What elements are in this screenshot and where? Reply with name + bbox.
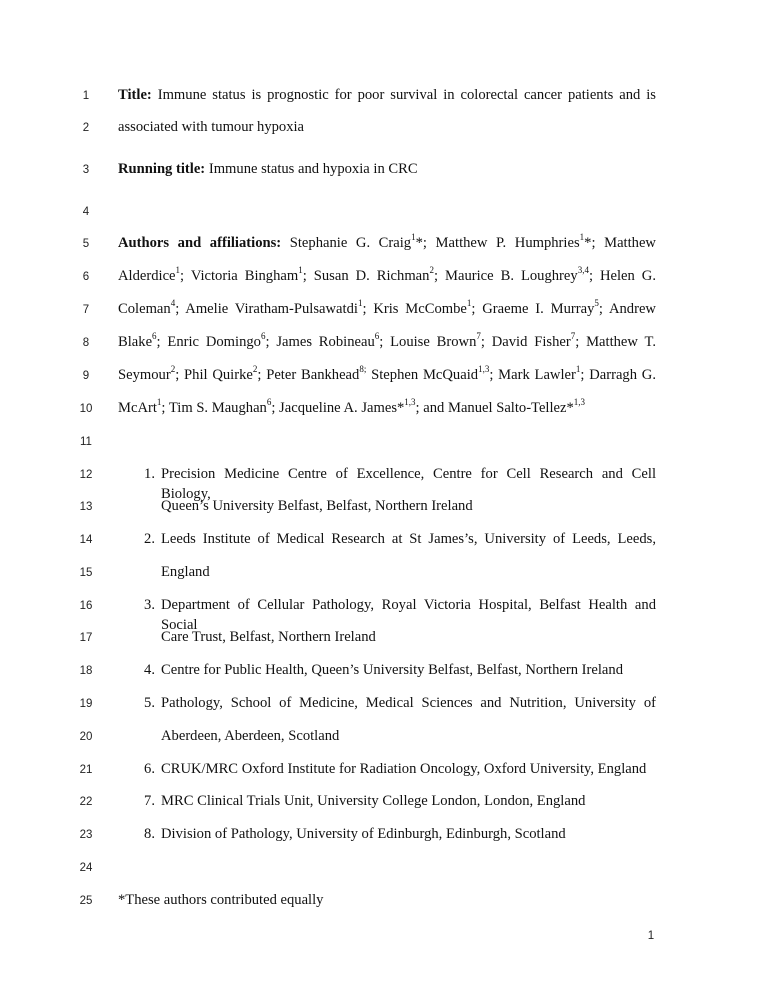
footnote: *These authors contributed equally (118, 892, 324, 908)
affiliation-number: 6. (144, 761, 155, 777)
line-number: 15 (79, 567, 93, 579)
line-number: 21 (79, 764, 93, 776)
line-number: 19 (79, 698, 93, 710)
line-number: 1 (82, 90, 90, 102)
authors-line: Coleman$^4$; Amelie Viratham-Pulsawatdi$^1$; Kris McCombe$^1$; Graeme I. Murray$^5$; Andrew (118, 298, 656, 317)
line-number: 5 (82, 238, 90, 250)
authors-line: Alderdice$^1$; Victoria Bingham$^1$; Susan D. Richman$^2$; Maurice B. Loughrey$^{3,4}$; Helen G. (118, 265, 656, 284)
running-title (118, 159, 656, 179)
line-number: 16 (79, 600, 93, 612)
authors-line: Authors and affiliations: Stephanie G. Craig$^1$*; Matthew P. Humphries$^1$*; Matthew (118, 232, 656, 251)
affiliation-text: Centre for Public Health, Queen’s University Belfast, Belfast, Northern Ireland (161, 662, 624, 678)
affiliation-text: Care Trust, Belfast, Northern Ireland (161, 629, 376, 645)
line-number: 25 (79, 895, 93, 907)
title-label: Title: (118, 87, 152, 103)
authors-line: Blake$^6$; Enric Domingo$^6$; James Robineau$^6$; Louise Brown$^7$; David Fisher$^7$; Matthew T. (118, 331, 656, 350)
affiliation-text: Precision Medicine Centre of Excellence, Centre for Cell Research and Cell Biology, (161, 466, 656, 502)
affiliation-text: Queen’s University Belfast, Belfast, Northern Ireland (161, 498, 473, 514)
title-line-1 (118, 85, 656, 105)
line-number: 22 (79, 796, 93, 808)
affiliation-text: England (161, 564, 210, 580)
affiliation-number: 2. (144, 531, 155, 547)
line-number: 7 (82, 304, 90, 316)
title-line-2: associated with tumour hypoxia (118, 119, 305, 135)
line-number: 8 (82, 337, 90, 349)
affiliation-number: 1. (144, 466, 155, 482)
affiliation-text: Pathology, School of Medicine, Medical Sciences and Nutrition, University of (161, 695, 656, 711)
authors-label: Authors and affiliations: (118, 235, 282, 251)
affiliation-number: 4. (144, 662, 155, 678)
authors-line: McArt$^1$; Tim S. Maughan$^6$; Jacqueline A. James*$^{1,3}$; and Manuel Salto-Tellez*$^{1,3}$ (118, 397, 586, 416)
line-number: 20 (79, 731, 93, 743)
line-number: 24 (79, 862, 93, 874)
affiliation-number: 3. (144, 597, 155, 613)
running-title-label: Running title: (118, 161, 206, 177)
affiliation-text: Leeds Institute of Medical Research at St James’s, University of Leeds, Leeds, (161, 531, 656, 547)
line-number: 6 (82, 271, 90, 283)
line-number: 18 (79, 665, 93, 677)
line-number: 17 (79, 632, 93, 644)
line-number: 23 (79, 829, 93, 841)
line-number: 12 (79, 469, 93, 481)
line-number: 2 (82, 122, 90, 134)
line-number: 9 (82, 370, 90, 382)
affiliation-number: 5. (144, 695, 155, 711)
page-number: 1 (647, 930, 655, 942)
line-number: 11 (80, 436, 92, 448)
affiliation-text: Division of Pathology, University of Edinburgh, Edinburgh, Scotland (161, 826, 566, 842)
affiliation-text: Aberdeen, Aberdeen, Scotland (161, 728, 340, 744)
line-number: 10 (79, 403, 93, 415)
running-title-text: Immune status and hypoxia in CRC (208, 161, 418, 177)
line-number: 14 (79, 534, 93, 546)
affiliation-number: 8. (144, 826, 155, 842)
affiliation-text: CRUK/MRC Oxford Institute for Radiation Oncology, Oxford University, England (161, 761, 647, 777)
title-text: Immune status is prognostic for poor survival in colorectal cancer patients and is (157, 87, 656, 103)
affiliation-text: Department of Cellular Pathology, Royal Victoria Hospital, Belfast Health and Social (161, 597, 656, 633)
line-number: 3 (82, 164, 90, 176)
authors-line: Seymour$^2$; Phil Quirke$^2$; Peter Bankhead$^{8;}$ Stephen McQuaid$^{1,3}$; Mark Lawler$^1$; Darragh G. (118, 364, 656, 383)
line-number: 4 (82, 206, 90, 218)
affiliation-text: MRC Clinical Trials Unit, University College London, London, England (161, 793, 586, 809)
line-number: 13 (79, 501, 93, 513)
affiliation-number: 7. (144, 793, 155, 809)
